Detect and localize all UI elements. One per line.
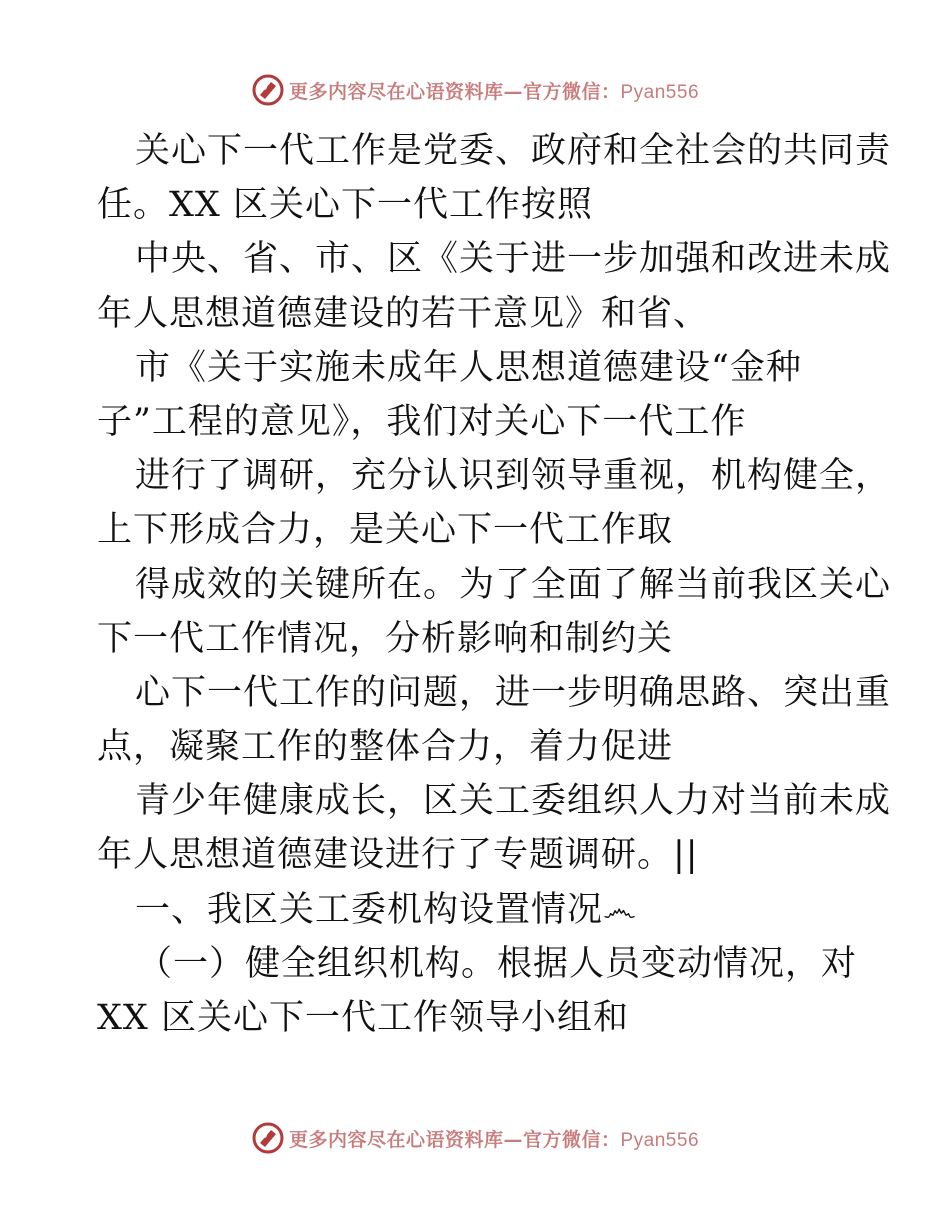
paragraph-line: 心下一代工作的问题，进一步明确思路、突出重 (135, 672, 892, 713)
paragraph-line: XX 区关心下一代工作领导小组和 (97, 998, 629, 1038)
paragraph-line: 点，凝聚工作的整体合力，着力促进 (97, 727, 674, 768)
paragraph-line: 关心下一代工作是党委、政府和全社会的共同责 (135, 131, 892, 171)
paragraph-line: 下一代工作情况，分析影响和制约关 (97, 618, 674, 659)
paragraph-line: 进行了调研，充分认识到领导重视，机构健全， (135, 456, 892, 497)
paragraph-line: 中央、省、市、区《关于进一步加强和改进未成 (135, 239, 892, 280)
header-banner-handle: Pyan556 (620, 81, 700, 103)
footer-banner-handle: Pyan556 (620, 1129, 700, 1151)
footer-banner-label: 更多内容尽在心语资料库—官方微信： (288, 1128, 621, 1151)
paragraph-line: 年人思想道德建设的若干意见》和省、 (97, 293, 710, 334)
header-banner-text (289, 77, 699, 104)
section-heading: 一、我区关工委机构设置情况෴ (135, 889, 638, 930)
paragraph-line: 年人思想道德建设进行了专题调研。|| (97, 835, 699, 876)
paragraph-line: 得成效的关键所在。为了全面了解当前我区关心 (135, 564, 892, 605)
header-banner-label: 更多内容尽在心语资料库—官方微信： (288, 80, 621, 103)
subsection-line: （一）健全组织机构。根据人员变动情况，对 (137, 943, 858, 984)
footer-watermark-banner (0, 1118, 950, 1158)
paragraph-line: 子”工程的意见》，我们对关心下一代工作 (97, 401, 747, 442)
header-watermark-banner (0, 70, 950, 110)
paragraph-line: 上下形成合力，是关心下一代工作取 (97, 510, 674, 551)
footer-banner-text (289, 1125, 699, 1152)
brand-logo-icon (251, 73, 285, 107)
paragraph-line: 任。XX 区关心下一代工作按照 (97, 185, 593, 226)
brand-logo-icon (251, 1121, 285, 1155)
paragraph-line: 市《关于实施未成年人思想道德建设“金种 (135, 347, 802, 388)
paragraph-line: 青少年健康成长，区关工委组织人力对当前未成 (135, 781, 892, 822)
document-body (97, 124, 892, 1045)
